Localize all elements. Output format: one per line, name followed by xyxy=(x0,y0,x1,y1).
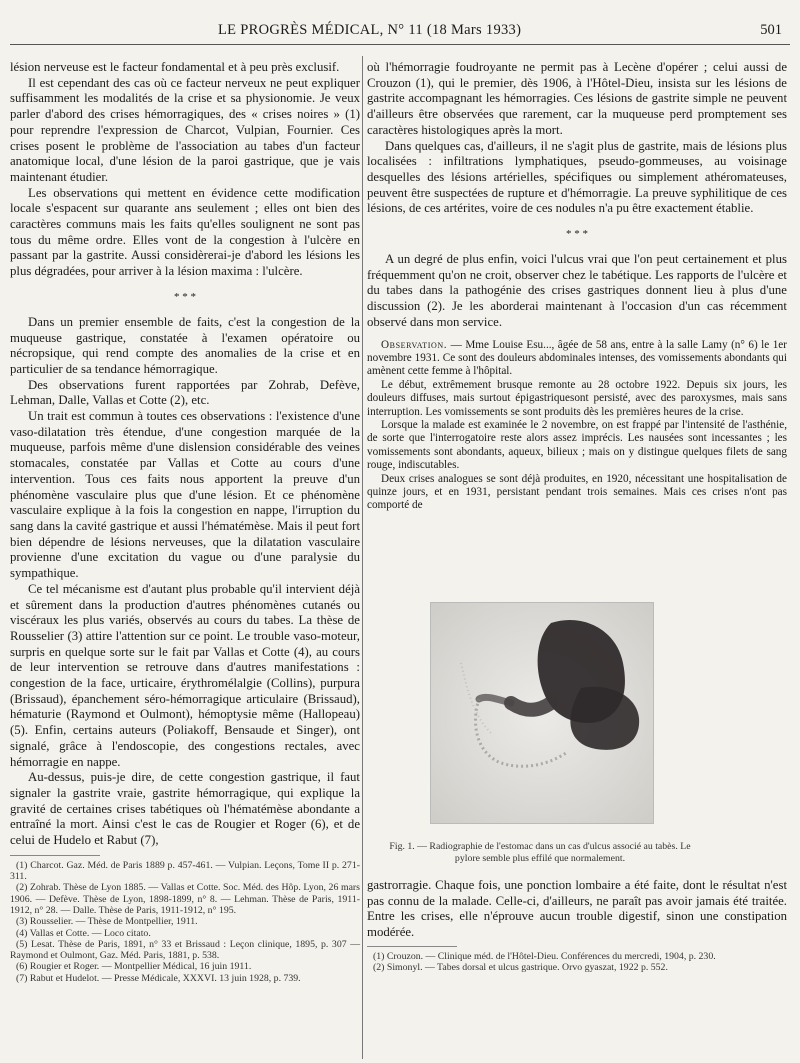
footnote: (1) Charcot. Gaz. Méd. de Paris 1889 p. 457-461. — Vulpian. Leçons, Tome II p. 271-311. xyxy=(10,859,360,883)
paragraph: A un degré de plus enfin, voici l'ulcus vrai que l'on peut certainement et plus fréquemment qu'on ne croit, observer chez le tabétique. Les rapports de l'ulcère et du tabes dans la pathogénie des crises gastriques donnent lieu à plus d'une discussion (2). Je les aborderai maintenant à l'occasion d'un cas récemment observé dans mon service. xyxy=(367,252,787,329)
paragraph: où l'hémorragie foudroyante ne permit pas à Lecène d'opérer ; celui aussi de Crouzon (1), qui le premier, dès 1906, à l'Hôtel-Dieu, insista sur les lésions de gastrite accompagnant les hémorragies. Ces lésions de gastrite simple ne peuvent d'ailleurs être observées que rarement, car la muqueuse perd promptement ses caractères histologiques après la mort. xyxy=(367,60,787,137)
footnote: (1) Crouzon. — Clinique méd. de l'Hôtel-Dieu. Conférences du mercredi, 1904, p. 230. xyxy=(373,951,716,962)
radiograph-figure xyxy=(430,602,654,824)
column-divider xyxy=(362,56,363,1059)
observation-text: — Mme Louise Esu..., âgée de 58 ans, entre à la salle Lamy (n° 6) le 1er novembre 1931. Ce sont des douleurs abdominales intenses, des vomissements abondants qui amènent cette femme à l'hôpital. xyxy=(367,338,787,378)
observation-text: Deux crises analogues se sont déjà produites, en 1920, nécessitant une hospitalisation de quinze jours, et en 1931, persistant pendant trois semaines. Mais ces crises n'ont pas comporté de xyxy=(367,472,787,512)
header-rule xyxy=(10,44,790,45)
paragraph: Au-dessus, puis-je dire, de cette congestion gastrique, il faut signaler la gastrite vraie, gastrite hémorragique, qui explique la gravité de certaines crises tabétiques où l'hématémèse abondante a entraîné la mort. Ainsi c'est le cas de Rougier et Roger (6), et de celui de Hudelo et Rabut (7), xyxy=(10,770,360,848)
stomach-radiograph-image xyxy=(431,603,653,823)
figure-caption: Fig. 1. — Radiographie de l'estomac dans un cas d'ulcus associé au tabès. Le pylore semble plus effilé que normalement. xyxy=(389,841,691,864)
paragraph: Dans un premier ensemble de faits, c'est la congestion de la muqueuse gastrique, constatée à l'examen opératoire ou nécropsique, qui rend compte des anomalies de la crise et en particulier de sa tendance hémorragique. xyxy=(10,314,360,376)
paragraph: Des observations furent rapportées par Zohrab, Defève, Lehman, Dalle, Vallas et Cotte (2), etc. xyxy=(10,377,360,408)
footnote: (4) Vallas et Cotte. — Loco citato. xyxy=(16,927,151,939)
page-number: 501 xyxy=(760,22,782,38)
footnote: (5) Lesat. Thèse de Paris, 1891, n° 33 et Brissaud : Leçon clinique, 1895, p. 307 — Raymond et Oulmont, Gaz. Méd. Paris, 1881, p. 538. xyxy=(10,938,360,962)
footnote: (3) Rousselier. — Thèse de Montpellier, 1911. xyxy=(16,916,198,928)
footnote-rule xyxy=(10,855,100,856)
paragraph: Il est cependant des cas où ce facteur nerveux ne peut expliquer suffisamment les modalités de la crise et sa physionomie. Je veux parler d'abord des crises hémorragiques, des « crises noires » (1) pour reprendre l'expression de Charcot, Vulpian, Fournier. Ces crises posent le problème de l'association au tabes d'un facteur anatomique local, d'une lésion de la paroi gastrique, que je vais maintenant étudier. xyxy=(10,75,360,184)
right-column xyxy=(367,60,787,513)
observation-label: Observation. xyxy=(381,338,448,351)
footnote: (6) Rougier et Roger. — Montpellier Médical, 16 juin 1911. xyxy=(16,961,252,973)
observation-text: Lorsque la malade est examinée le 2 novembre, on est frappé par l'intensité de l'asthénie, de sorte que l'interrogatoire reste alors assez imprécis. Les nausées sont incessantes ; les vomissements sont abondants, aqueux, bilieux ; mais on y distingue quelques filets de sang rouge, indiscutables. xyxy=(367,418,787,472)
right-footnotes xyxy=(367,940,787,974)
paragraph: gastrorragie. Chaque fois, une ponction lombaire a été faite, dont le résultat n'est pas connu de la malade. Celle-ci, d'ailleurs, ne paraît pas avoir jamais été traitée. Entre les crises, elle n'éprouve aucun trouble digestif, sinon une constipation modérée. xyxy=(367,878,787,940)
observation-block xyxy=(367,339,787,513)
paragraph: Ce tel mécanisme est d'autant plus probable qu'il intervient déjà et sûrement dans la production d'autres phénomènes cutanés ou viscéraux les plus variés, observés au cours du tabes. La thèse de Rousselier (3) attire l'attention sur ce point. Le trouble vaso-moteur, surpris en quelque sorte sur le fait par Vallas et Cotte (4), au cours de leur intervention se retrouve dans d'autres manifestations : congestion de la face, urticaire, érythromélalgie (Collins), purpura (Brissaud), épanchement séro-hémorragique articulaire (Brissaud), hématurie (Raymond et Oulmont), hémoptysie même (Hallopeau) (5). Enfin, certains auteurs (Poliakoff, Bensaude et Singer), ont signalé, grâce à l'endoscopie, des congestions rectales, avec hémorragie en nappe. xyxy=(10,581,360,769)
paragraph: lésion nerveuse est le facteur fondamental et à peu près exclusif. xyxy=(10,60,340,74)
paragraph: Dans quelques cas, d'ailleurs, il ne s'agit plus de gastrite, mais de lésions plus localisées : infiltrations lymphatiques, pseudo-gommeuses, au voisinage desquelles des lésions artérielles, spécifiques ou simplement athéromateuses, peuvent être suspectées de rupture et d'hémorragie. La preuve syphilitique de ces lésions, de ces artérites, voire de ces nodules n'a pu être exactement établie. xyxy=(367,138,787,216)
running-header xyxy=(0,22,800,44)
journal-title: LE PROGRÈS MÉDICAL, N° 11 (18 Mars 1933) xyxy=(218,22,522,38)
left-column xyxy=(10,60,360,984)
paragraph: Les observations qui mettent en évidence cette modification locale s'espacent sur quarante ans seulement ; elles ont bien des caractères communs mais les faits qu'elles soulignent ne sont pas tous du même ordre. Elles vont de la congestion à l'ulcère en passant par la gastrite. Aussi considèrerai-je d'abord les lésions les plus dégradées, pour arriver à la lésion maxima : l'ulcère. xyxy=(10,185,360,279)
section-separator: * * * xyxy=(174,290,196,303)
continuation-text xyxy=(367,878,787,941)
footnote: (7) Rabut et Hudelot. — Presse Médicale, XXXVI. 13 juin 1928, p. 739. xyxy=(16,972,301,984)
footnotes xyxy=(10,860,360,984)
section-separator: * * * xyxy=(566,228,588,241)
footnote-rule xyxy=(367,946,457,947)
footnote: (2) Simonyl. — Tabes dorsal et ulcus gastrique. Orvo gyaszat, 1922 p. 552. xyxy=(373,962,668,974)
footnote: (2) Zohrab. Thèse de Lyon 1885. — Vallas et Cotte. Soc. Méd. des Hôp. Lyon, 26 mars 1906. — Defève. Thèse de Lyon, 1898-1899, n° 8. — Lehman. Thèse de Paris, 1911-1912, n° 28. — Dalle. Thèse de Paris, 1911-1912, n° 195. xyxy=(10,882,360,916)
paragraph: Un trait est commun à toutes ces observations : l'existence d'une vaso-dilatation très étendue, d'une congestion marquée de la muqueuse, parfois même d'une dislension considérable des veines stomacales, constatée par Vallas et Cotte au cours d'une intervention. Tous ces faits nous apportent la preuve d'un phénomène vasculaire plus que d'une lésion. Et ce phénomène vasculaire explique à la fois la congestion en nappe, l'irruption du sang dans la cavité gastrique et aussi l'hématémèse. Mais il peut fort bien dépendre de lésions nerveuses, que la dilatation vasculaire provienne d'une excitation du vague ou d'une paralysie du sympathique. xyxy=(10,409,360,581)
observation-text: Le début, extrêmement brusque remonte au 28 octobre 1922. Depuis six jours, les douleurs diffuses, mais surtout épigastriquesont persisté, avec des paroxysmes, mais sans interruption. Les vomissements se sont produits dès les premières heures de la crise. xyxy=(367,378,787,418)
